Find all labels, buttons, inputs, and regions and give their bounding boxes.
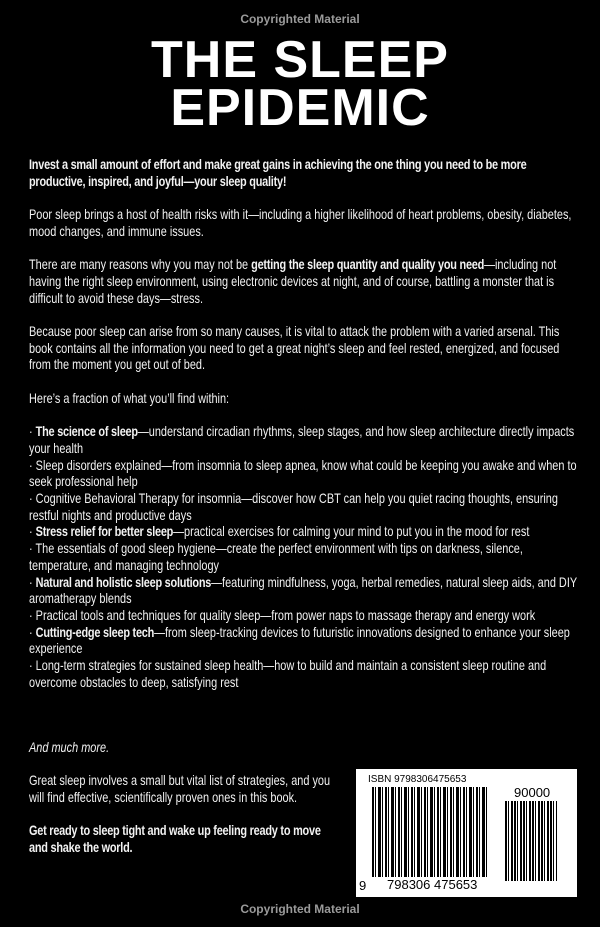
text: —including not having the right sleep environment, using electronic devices at night, and of course, battling a monster that is difficult to avoid these days—stress.: [29, 256, 557, 306]
list-item-text: Sleep disorders explained—from insomnia to sleep apnea, know what could be keeping you awake and when to seek professional help: [29, 456, 577, 490]
list-item-bold: Cutting-edge sleep tech: [35, 623, 155, 640]
para-great-sleep: Great sleep involves a small but vital list of strategies, and you will find effective, scientifically proven ones in this book.: [29, 772, 331, 806]
closing-bold: Get ready to sleep tight and wake up feeling ready to move and shake the world.: [29, 822, 321, 856]
para-reasons: [29, 256, 578, 306]
book-title-line1: THE SLEEP: [151, 31, 449, 89]
feature-list: [29, 423, 578, 690]
barcode-digits-right: 475653: [434, 877, 478, 892]
list-item: · Cognitive Behavioral Therapy for insomnia—discover how CBT can help you quiet racing thoughts, ensuring restful nights and productive days: [29, 489, 558, 523]
barcode-digit-first: 9: [359, 878, 367, 893]
para-causes: Because poor sleep can arise from so many causes, it is vital to attack the problem with a varied arsenal. This book contains all the information you need to get a great night’s sleep and feel rested, energized, and focused from the moment you get out of bed.: [29, 322, 560, 373]
list-item: · Practical tools and techniques for quality sleep—from power naps to massage therapy and energy work: [29, 606, 536, 623]
list-item: · Sleep disorders explained—from insomnia to sleep apnea, know what could be keeping you awake and when to seek professional help: [29, 456, 577, 490]
blurb: [29, 156, 578, 690]
list-item-text: —understand circadian rhythms, sleep stages, and how sleep architecture directly impacts your health: [29, 423, 575, 456]
text: There are many reasons why you may not be: [29, 256, 252, 273]
watermark-bottom: Copyrighted Material: [240, 902, 360, 916]
list-item: · Cutting-edge sleep tech—from sleep-tracking devices to futuristic innovations designed to enhance your sleep experience: [29, 623, 570, 657]
watermark-top: Copyrighted Material: [240, 12, 360, 26]
list-item: · Long-term strategies for sustained sleep health—how to build and maintain a consistent sleep routine and overcome obstacles to deep, satisfying rest: [29, 657, 547, 690]
list-item-text: —from sleep-tracking devices to futuristic innovations designed to enhance your sleep experience: [29, 623, 570, 657]
barcode-digits-left: 798306: [387, 877, 431, 892]
list-intro: Here’s a fraction of what you’ll find within:: [29, 389, 230, 406]
list-item-bold: Stress relief for better sleep: [35, 523, 174, 540]
list-item-text: Practical tools and techniques for quality sleep—from power naps to massage therapy and energy work: [35, 606, 536, 623]
list-item-text: —practical exercises for calming your mind to put you in the mood for rest: [173, 523, 530, 540]
list-item: · Natural and holistic sleep solutions—featuring mindfulness, yoga, herbal remedies, natural sleep aids, and DIY aromatherapy blends: [29, 573, 577, 607]
addon-bars: [505, 801, 557, 881]
list-item: · The essentials of good sleep hygiene—create the perfect environment with tips on darkness, silence, temperature, and managing technology: [29, 540, 523, 573]
isbn-label: ISBN 9798306475653: [368, 774, 467, 785]
much-more: And much more.: [29, 739, 110, 755]
price-addon: 90000: [514, 785, 551, 800]
para-risks: Poor sleep brings a host of health risks with it—including a higher likelihood of heart problems, obesity, diabetes, mood changes, and immune issues.: [29, 206, 572, 239]
list-item-bold: The science of sleep: [35, 423, 138, 440]
list-item: · Stress relief for better sleep—practical exercises for calming your mind to put you in the mood for rest: [29, 523, 530, 540]
list-item-text: Cognitive Behavioral Therapy for insomnia—discover how CBT can help you quiet racing thoughts, ensuring restful nights and productive days: [29, 489, 558, 523]
book-title-line2: EPIDEMIC: [170, 79, 430, 137]
list-item-text: Long-term strategies for sustained sleep health—how to build and maintain a consistent sleep routine and overcome obstacles to deep, satisfying rest: [29, 657, 547, 690]
list-item-text: The essentials of good sleep hygiene—create the perfect environment with tips on darkness, silence, temperature, and managing technology: [29, 540, 523, 573]
intro-bold: Invest a small amount of effort and make great gains in achieving the one thing you need to be more productive, inspired, and joyful—your sleep quality!: [29, 156, 527, 189]
text-bold: getting the sleep quantity and quality you need: [251, 256, 485, 273]
list-item-text: —featuring mindfulness, yoga, herbal remedies, natural sleep aids, and DIY aromatherapy blends: [29, 573, 577, 607]
isbn-barcode: [356, 769, 577, 897]
barcode-bars: [372, 787, 488, 877]
list-item: · The science of sleep—understand circadian rhythms, sleep stages, and how sleep architecture directly impacts your health: [29, 423, 575, 456]
list-item-bold: Natural and holistic sleep solutions: [35, 573, 212, 590]
